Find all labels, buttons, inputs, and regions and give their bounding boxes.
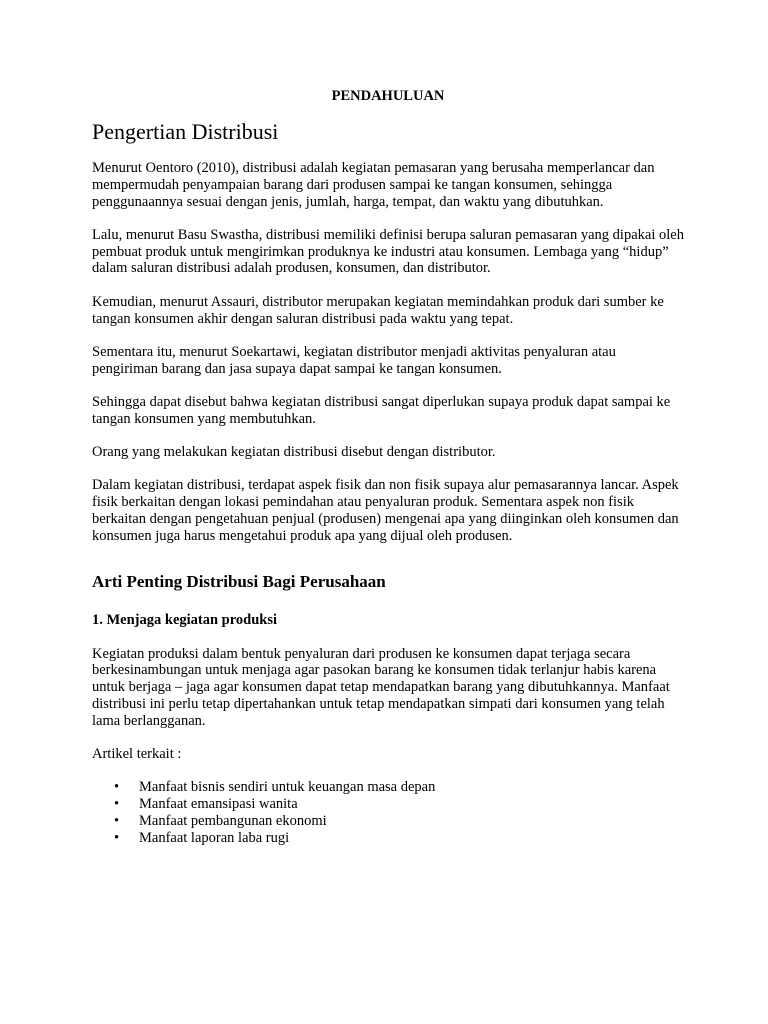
intro-paragraph-3: Kemudian, menurut Assauri, distributor merupakan kegiatan memindahkan produk dari sumber ke tangan konsumen akhir dengan saluran distribusi pada waktu yang tepat. [92,293,664,327]
document-page [92,86,684,847]
bullet-icon: • [114,796,120,813]
intro-paragraph-2: Lalu, menurut Basu Swastha, distribusi memiliki definisi berupa saluran pemasaran yang dipakai oleh pembuat produk untuk mengirimkan produknya ke industri atau konsumen. Lembaga yang “hidup” dalam saluran distribusi adalah produsen, konsumen, dan distributor. [92,226,684,277]
bullet-icon: • [114,829,120,846]
bullet-icon: • [114,779,120,796]
related-article-link[interactable]: Manfaat pembangunan ekonomi [139,812,327,829]
related-article-item[interactable] [92,813,684,830]
intro-paragraph-7: Dalam kegiatan distribusi, terdapat aspek fisik dan non fisik supaya alur pemasarannya lancar. Aspek fisik berkaitan dengan lokasi pemindahan atau penyaluran produk. Sementara aspek non fisik berkaitan dengan pengetahuan penjual (produsen) mengenai apa yang diinginkan oleh konsumen dan konsumen juga harus mengetahui produk apa yang dijual oleh produsen. [92,477,679,544]
related-article-item[interactable] [92,779,684,796]
related-articles-list [92,779,684,846]
page-title: Pengertian Distribusi [92,119,279,144]
subsection-paragraph: Kegiatan produksi dalam bentuk penyaluran dari produsen ke konsumen dapat terjaga secara berkesinambungan untuk menjaga agar pasokan barang ke konsumen tidak terlanjur habis karena untuk berjaga – jaga agar konsumen dapat tetap mendapatkan barang yang dibutuhkannya. Manfaat distribusi ini perlu tetap dipertahankan untuk tetap mendapatkan simpati dari konsumen yang telah lama berlangganan. [92,645,670,729]
related-article-link[interactable]: Manfaat laporan laba rugi [139,829,290,846]
intro-paragraph-6: Orang yang melakukan kegiatan distribusi disebut dengan distributor. [92,444,496,461]
intro-paragraph-4: Sementara itu, menurut Soekartawi, kegiatan distributor menjadi aktivitas penyaluran atau pengiriman barang dan jasa supaya dapat sampai ke tangan konsumen. [92,343,616,377]
bullet-icon: • [114,812,120,829]
related-article-link[interactable]: Manfaat emansipasi wanita [139,796,298,813]
related-article-item[interactable] [92,796,684,813]
subsection-title: 1. Menjaga kegiatan produksi [92,611,278,628]
intro-paragraph-1: Menurut Oentoro (2010), distribusi adalah kegiatan pemasaran yang berusaha memperlancar dan mempermudah penyampaian barang dari produsen sampai ke tangan konsumen, sehingga penggunaannya sesuai dengan jenis, jumlah, harga, tempat, dan waktu yang dibutuhkan. [92,160,655,210]
related-article-link[interactable]: Manfaat bisnis sendiri untuk keuangan masa depan [139,779,436,796]
related-article-item[interactable] [92,830,684,847]
document-heading: PENDAHULUAN [331,88,445,104]
section-title: Arti Penting Distribusi Bagi Perusahaan [92,571,386,591]
related-articles-label: Artikel terkait : [92,746,182,763]
intro-paragraph-5: Sehingga dapat disebut bahwa kegiatan distribusi sangat diperlukan supaya produk dapat sampai ke tangan konsumen yang membutuhkan. [92,393,671,427]
